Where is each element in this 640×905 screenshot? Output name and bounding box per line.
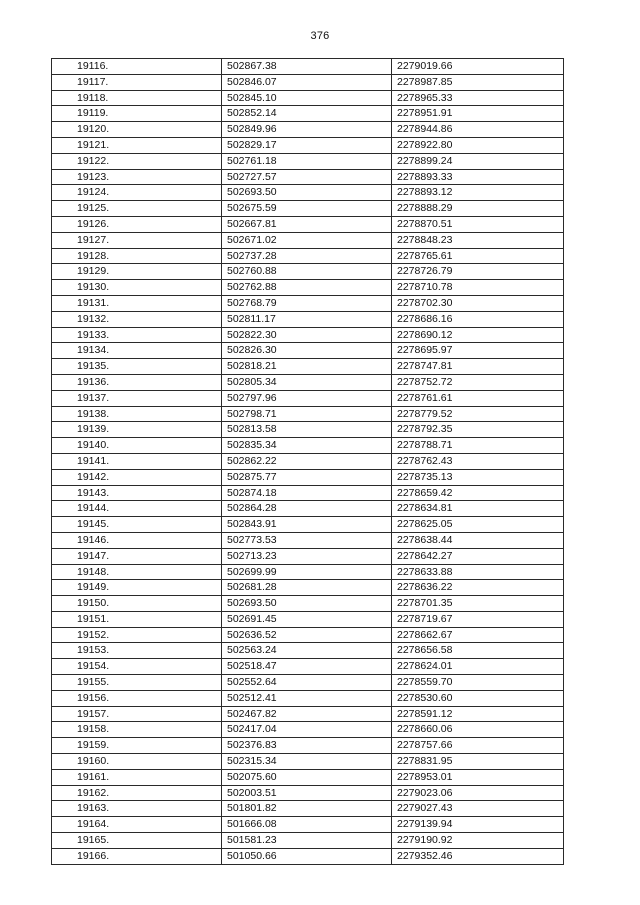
x-coordinate-cell: 502075.60	[222, 769, 392, 785]
table-row	[52, 153, 564, 169]
x-coordinate-cell: 502846.07	[222, 74, 392, 90]
table-row	[52, 90, 564, 106]
y-coordinate-cell: 2278893.33	[392, 169, 564, 185]
point-number-cell: 19161.	[52, 769, 222, 785]
y-coordinate-cell: 2279027.43	[392, 801, 564, 817]
table-row	[52, 485, 564, 501]
table-row	[52, 643, 564, 659]
x-coordinate-cell: 501801.82	[222, 801, 392, 817]
table-row	[52, 532, 564, 548]
table-row	[52, 690, 564, 706]
table-row	[52, 627, 564, 643]
x-coordinate-cell: 502805.34	[222, 374, 392, 390]
x-coordinate-cell: 502636.52	[222, 627, 392, 643]
point-number-cell: 19116.	[52, 59, 222, 75]
coordinates-table	[51, 58, 564, 865]
y-coordinate-cell: 2278638.44	[392, 532, 564, 548]
table-row	[52, 295, 564, 311]
y-coordinate-cell: 2278779.52	[392, 406, 564, 422]
table-row	[52, 264, 564, 280]
x-coordinate-cell: 502862.22	[222, 453, 392, 469]
table-row	[52, 848, 564, 864]
x-coordinate-cell: 502813.58	[222, 422, 392, 438]
x-coordinate-cell: 502417.04	[222, 722, 392, 738]
table-row	[52, 453, 564, 469]
table-row	[52, 738, 564, 754]
y-coordinate-cell: 2278710.78	[392, 280, 564, 296]
table-row	[52, 706, 564, 722]
y-coordinate-cell: 2278659.42	[392, 485, 564, 501]
table-row	[52, 137, 564, 153]
y-coordinate-cell: 2279190.92	[392, 833, 564, 849]
table-row	[52, 406, 564, 422]
y-coordinate-cell: 2278752.72	[392, 374, 564, 390]
x-coordinate-cell: 502835.34	[222, 438, 392, 454]
y-coordinate-cell: 2278735.13	[392, 469, 564, 485]
x-coordinate-cell: 501666.08	[222, 817, 392, 833]
x-coordinate-cell: 502760.88	[222, 264, 392, 280]
y-coordinate-cell: 2278888.29	[392, 201, 564, 217]
table-row	[52, 422, 564, 438]
y-coordinate-cell: 2278660.06	[392, 722, 564, 738]
y-coordinate-cell: 2278762.43	[392, 453, 564, 469]
point-number-cell: 19144.	[52, 501, 222, 517]
table-row	[52, 216, 564, 232]
point-number-cell: 19159.	[52, 738, 222, 754]
table-row	[52, 122, 564, 138]
y-coordinate-cell: 2278951.91	[392, 106, 564, 122]
y-coordinate-cell: 2278690.12	[392, 327, 564, 343]
x-coordinate-cell: 502699.99	[222, 564, 392, 580]
table-row	[52, 59, 564, 75]
y-coordinate-cell: 2278662.67	[392, 627, 564, 643]
table-row	[52, 501, 564, 517]
point-number-cell: 19129.	[52, 264, 222, 280]
point-number-cell: 19126.	[52, 216, 222, 232]
y-coordinate-cell: 2278634.81	[392, 501, 564, 517]
point-number-cell: 19149.	[52, 580, 222, 596]
x-coordinate-cell: 502681.28	[222, 580, 392, 596]
table-row	[52, 74, 564, 90]
x-coordinate-cell: 502713.23	[222, 548, 392, 564]
table-row	[52, 280, 564, 296]
x-coordinate-cell: 502768.79	[222, 295, 392, 311]
x-coordinate-cell: 502849.96	[222, 122, 392, 138]
point-number-cell: 19137.	[52, 390, 222, 406]
y-coordinate-cell: 2279019.66	[392, 59, 564, 75]
y-coordinate-cell: 2278726.79	[392, 264, 564, 280]
x-coordinate-cell: 502874.18	[222, 485, 392, 501]
point-number-cell: 19166.	[52, 848, 222, 864]
point-number-cell: 19122.	[52, 153, 222, 169]
table-row	[52, 833, 564, 849]
point-number-cell: 19119.	[52, 106, 222, 122]
table-row	[52, 311, 564, 327]
y-coordinate-cell: 2278719.67	[392, 611, 564, 627]
point-number-cell: 19143.	[52, 485, 222, 501]
y-coordinate-cell: 2278987.85	[392, 74, 564, 90]
y-coordinate-cell: 2278870.51	[392, 216, 564, 232]
y-coordinate-cell: 2278686.16	[392, 311, 564, 327]
table-row	[52, 611, 564, 627]
point-number-cell: 19125.	[52, 201, 222, 217]
point-number-cell: 19160.	[52, 754, 222, 770]
x-coordinate-cell: 502875.77	[222, 469, 392, 485]
table-row	[52, 185, 564, 201]
point-number-cell: 19164.	[52, 817, 222, 833]
y-coordinate-cell: 2278559.70	[392, 675, 564, 691]
y-coordinate-cell: 2278591.12	[392, 706, 564, 722]
x-coordinate-cell: 502737.28	[222, 248, 392, 264]
table-row	[52, 769, 564, 785]
table-row	[52, 817, 564, 833]
y-coordinate-cell: 2278702.30	[392, 295, 564, 311]
y-coordinate-cell: 2278636.22	[392, 580, 564, 596]
table-row	[52, 785, 564, 801]
table-row	[52, 374, 564, 390]
x-coordinate-cell: 502829.17	[222, 137, 392, 153]
y-coordinate-cell: 2279139.94	[392, 817, 564, 833]
point-number-cell: 19121.	[52, 137, 222, 153]
x-coordinate-cell: 502818.21	[222, 359, 392, 375]
x-coordinate-cell: 502852.14	[222, 106, 392, 122]
y-coordinate-cell: 2278893.12	[392, 185, 564, 201]
point-number-cell: 19165.	[52, 833, 222, 849]
y-coordinate-cell: 2278848.23	[392, 232, 564, 248]
point-number-cell: 19141.	[52, 453, 222, 469]
x-coordinate-cell: 501050.66	[222, 848, 392, 864]
x-coordinate-cell: 502467.82	[222, 706, 392, 722]
x-coordinate-cell: 502671.02	[222, 232, 392, 248]
point-number-cell: 19145.	[52, 517, 222, 533]
table-row	[52, 390, 564, 406]
y-coordinate-cell: 2278747.81	[392, 359, 564, 375]
x-coordinate-cell: 502762.88	[222, 280, 392, 296]
x-coordinate-cell: 502822.30	[222, 327, 392, 343]
x-coordinate-cell: 502315.34	[222, 754, 392, 770]
point-number-cell: 19150.	[52, 596, 222, 612]
y-coordinate-cell: 2278656.58	[392, 643, 564, 659]
table-row	[52, 564, 564, 580]
y-coordinate-cell: 2278953.01	[392, 769, 564, 785]
table-row	[52, 232, 564, 248]
point-number-cell: 19132.	[52, 311, 222, 327]
point-number-cell: 19117.	[52, 74, 222, 90]
table-row	[52, 327, 564, 343]
y-coordinate-cell: 2278624.01	[392, 659, 564, 675]
table-row	[52, 722, 564, 738]
point-number-cell: 19123.	[52, 169, 222, 185]
coordinates-table-body	[52, 59, 564, 865]
point-number-cell: 19140.	[52, 438, 222, 454]
point-number-cell: 19151.	[52, 611, 222, 627]
page-number: 376	[310, 30, 330, 42]
x-coordinate-cell: 502773.53	[222, 532, 392, 548]
point-number-cell: 19152.	[52, 627, 222, 643]
x-coordinate-cell: 502552.64	[222, 675, 392, 691]
point-number-cell: 19148.	[52, 564, 222, 580]
y-coordinate-cell: 2278788.71	[392, 438, 564, 454]
x-coordinate-cell: 502693.50	[222, 596, 392, 612]
x-coordinate-cell: 502798.71	[222, 406, 392, 422]
point-number-cell: 19139.	[52, 422, 222, 438]
table-row	[52, 359, 564, 375]
y-coordinate-cell: 2279023.06	[392, 785, 564, 801]
table-row	[52, 548, 564, 564]
point-number-cell: 19133.	[52, 327, 222, 343]
point-number-cell: 19127.	[52, 232, 222, 248]
point-number-cell: 19156.	[52, 690, 222, 706]
table-row	[52, 801, 564, 817]
x-coordinate-cell: 502727.57	[222, 169, 392, 185]
y-coordinate-cell: 2278530.60	[392, 690, 564, 706]
point-number-cell: 19118.	[52, 90, 222, 106]
table-row	[52, 469, 564, 485]
point-number-cell: 19142.	[52, 469, 222, 485]
table-row	[52, 580, 564, 596]
table-row	[52, 596, 564, 612]
point-number-cell: 19155.	[52, 675, 222, 691]
table-row	[52, 248, 564, 264]
table-row	[52, 343, 564, 359]
x-coordinate-cell: 502867.38	[222, 59, 392, 75]
x-coordinate-cell: 502693.50	[222, 185, 392, 201]
point-number-cell: 19136.	[52, 374, 222, 390]
point-number-cell: 19162.	[52, 785, 222, 801]
point-number-cell: 19131.	[52, 295, 222, 311]
x-coordinate-cell: 502864.28	[222, 501, 392, 517]
y-coordinate-cell: 2279352.46	[392, 848, 564, 864]
table-row	[52, 169, 564, 185]
x-coordinate-cell: 502003.51	[222, 785, 392, 801]
point-number-cell: 19146.	[52, 532, 222, 548]
point-number-cell: 19128.	[52, 248, 222, 264]
x-coordinate-cell: 502512.41	[222, 690, 392, 706]
table-row	[52, 106, 564, 122]
y-coordinate-cell: 2278765.61	[392, 248, 564, 264]
point-number-cell: 19147.	[52, 548, 222, 564]
x-coordinate-cell: 502811.17	[222, 311, 392, 327]
x-coordinate-cell: 501581.23	[222, 833, 392, 849]
point-number-cell: 19157.	[52, 706, 222, 722]
x-coordinate-cell: 502563.24	[222, 643, 392, 659]
y-coordinate-cell: 2278792.35	[392, 422, 564, 438]
y-coordinate-cell: 2278944.86	[392, 122, 564, 138]
point-number-cell: 19153.	[52, 643, 222, 659]
point-number-cell: 19120.	[52, 122, 222, 138]
y-coordinate-cell: 2278831.95	[392, 754, 564, 770]
table-row	[52, 659, 564, 675]
x-coordinate-cell: 502667.81	[222, 216, 392, 232]
x-coordinate-cell: 502518.47	[222, 659, 392, 675]
table-row	[52, 201, 564, 217]
y-coordinate-cell: 2278922.80	[392, 137, 564, 153]
y-coordinate-cell: 2278625.05	[392, 517, 564, 533]
y-coordinate-cell: 2278642.27	[392, 548, 564, 564]
point-number-cell: 19138.	[52, 406, 222, 422]
y-coordinate-cell: 2278757.66	[392, 738, 564, 754]
point-number-cell: 19135.	[52, 359, 222, 375]
x-coordinate-cell: 502761.18	[222, 153, 392, 169]
table-row	[52, 517, 564, 533]
point-number-cell: 19154.	[52, 659, 222, 675]
point-number-cell: 19158.	[52, 722, 222, 738]
table-row	[52, 675, 564, 691]
x-coordinate-cell: 502376.83	[222, 738, 392, 754]
table-row	[52, 754, 564, 770]
point-number-cell: 19124.	[52, 185, 222, 201]
x-coordinate-cell: 502843.91	[222, 517, 392, 533]
x-coordinate-cell: 502826.30	[222, 343, 392, 359]
table-row	[52, 438, 564, 454]
x-coordinate-cell: 502797.96	[222, 390, 392, 406]
point-number-cell: 19163.	[52, 801, 222, 817]
y-coordinate-cell: 2278701.35	[392, 596, 564, 612]
y-coordinate-cell: 2278633.88	[392, 564, 564, 580]
point-number-cell: 19130.	[52, 280, 222, 296]
y-coordinate-cell: 2278899.24	[392, 153, 564, 169]
x-coordinate-cell: 502691.45	[222, 611, 392, 627]
x-coordinate-cell: 502845.10	[222, 90, 392, 106]
y-coordinate-cell: 2278695.97	[392, 343, 564, 359]
y-coordinate-cell: 2278965.33	[392, 90, 564, 106]
point-number-cell: 19134.	[52, 343, 222, 359]
x-coordinate-cell: 502675.59	[222, 201, 392, 217]
y-coordinate-cell: 2278761.61	[392, 390, 564, 406]
